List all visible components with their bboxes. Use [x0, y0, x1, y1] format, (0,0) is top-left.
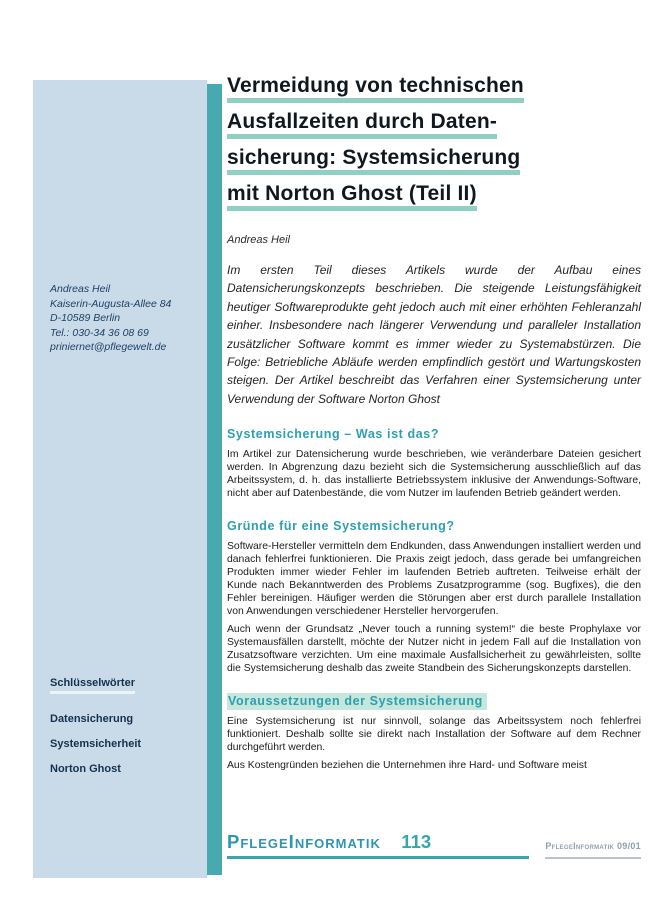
- paragraph: Eine Systemsicherung ist nur sinnvoll, solange das Arbeitssystem noch fehlerfrei funktioniert. Deshalb sollte sie direkt nach Installation der Software auf dem Rechner durchgeführt werden.: [227, 716, 641, 754]
- paragraph: Aus Kostengründen beziehen die Unternehmen ihre Hard- und Software meist: [227, 760, 587, 772]
- section-systemsicherung-was-ist-das: [227, 427, 641, 500]
- author-email: priniernet@pflegewelt.de: [50, 341, 167, 353]
- section-heading-text: Voraussetzungen der Systemsicherung: [227, 693, 487, 710]
- sidebar-accent-strip: [207, 84, 222, 875]
- section-heading: [227, 427, 641, 441]
- keyword-item: Datensicherung: [50, 713, 134, 725]
- paragraph: Im Artikel zur Datensicherung wurde beschrieben, wie veränderbare Dateien gesichert werden. In Abgrenzung dazu bezieht sich die Systemsicherung ausschließlich auf das Arbeitssystem, d. h. das installierte Betriebssystem inklusive der Anwendungs-Software, nicht aber auf Datenbestände, die vom Nutzer im laufenden Betrieb geändert werden.: [227, 449, 641, 500]
- keywords-block: [50, 673, 141, 788]
- title-line: [227, 112, 641, 139]
- page-number: 113: [401, 831, 432, 852]
- title-line: [227, 76, 641, 103]
- page-footer: [227, 831, 641, 859]
- section-voraussetzungen: [227, 694, 641, 772]
- keywords-label: Schlüsselwörter: [50, 677, 135, 694]
- abstract: Im ersten Teil dieses Artikels wurde der Aufbau eines Datensicherungskonzepts beschrieben. Die steigende Leistungsfähigkeit heutiger Softwareprodukte geht jedoch auch mit einer erhöhten Fehleranzahl einher. Insbesondere nach längerer Verwendung und paralleler Installation zusätzlicher Software kommt es immer wieder zu Systemabstürzen. Die Folge: Betriebliche Abläufe werden empfindlich gestört und Wartungskosten steigen. Der Artikel beschreibt das Verfahren einer Systemsicherung unter Verwendung der Software Norton Ghost: [227, 263, 641, 406]
- title-line-text: sicherung: Systemsicherung: [227, 148, 520, 175]
- sidebar: [33, 80, 207, 878]
- section-gruende: [227, 519, 641, 675]
- paragraph: Auch wenn der Grundsatz „Never touch a running system!“ die beste Prophylaxe vor Systemausfällen darstellt, möchte der Nutzer nicht in jedem Fall auf die Installation von Zusatzsoftware verzichten. Um eine maximale Ausfallsicherheit zu gewährleisten, sollte die Systemsicherung deshalb das zweite Standbein des Sicherungskonzepts darstellen.: [227, 624, 641, 675]
- author-phone: Tel.: 030-34 36 08 69: [50, 326, 149, 339]
- author-contact-block: [50, 282, 171, 355]
- title-line-text: Vermeidung von technischen: [227, 76, 524, 103]
- title-line: [227, 148, 641, 175]
- article-column: [227, 76, 641, 777]
- title-line-text: mit Norton Ghost (Teil II): [227, 184, 477, 211]
- section-heading-text: Systemsicherung – Was ist das?: [227, 427, 440, 442]
- paragraph: Software-Hersteller vermitteln dem Endkunden, dass Anwendungen installiert werden und danach fehlerfrei funktionieren. Die Praxis zeigt jedoch, dass gerade bei umfangreichen Produkten immer wieder Fehler im laufenden Betrieb auftreten. Teilweise erhält der Kunde nach Bekanntwerden des Problems Zusatzprogramme (sog. Bugfixes), die den Fehler bereinigen. Häufiger werden die Störungen aber erst durch parallele Installation von Anwendungen verschiedener Hersteller hervorgerufen.: [227, 541, 641, 618]
- journal-brand: PflegeInformatik: [227, 831, 381, 852]
- author-city: D-10589 Berlin: [50, 312, 121, 324]
- keyword-item: Systemsicherheit: [50, 738, 142, 750]
- section-heading: [227, 694, 641, 708]
- author-name: Andreas Heil: [50, 283, 111, 295]
- section-heading-text: Gründe für eine Systemsicherung?: [227, 519, 455, 534]
- author-street: Kaiserin-Augusta-Allee 84: [50, 297, 172, 310]
- keyword-item: Norton Ghost: [50, 763, 121, 775]
- footer-brand-block: [227, 831, 529, 859]
- byline: Andreas Heil: [227, 234, 290, 246]
- issue-info: PflegeInformatik 09/01: [545, 841, 641, 859]
- article-title: [227, 76, 641, 211]
- title-line: [227, 184, 641, 211]
- title-line-text: Ausfallzeiten durch Daten-: [227, 112, 497, 139]
- section-heading: [227, 519, 641, 533]
